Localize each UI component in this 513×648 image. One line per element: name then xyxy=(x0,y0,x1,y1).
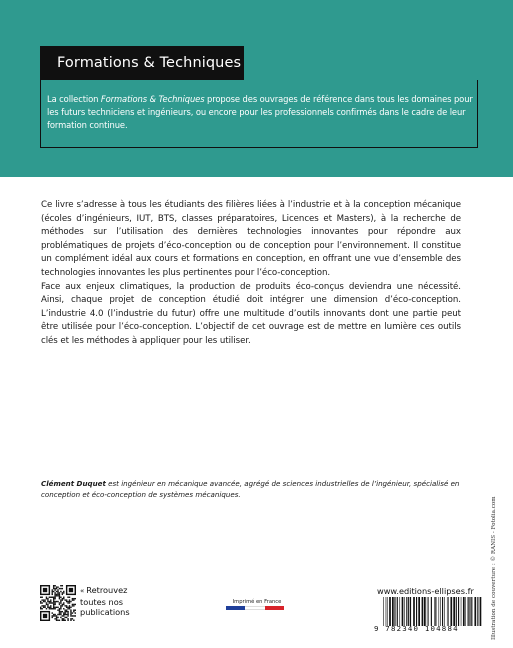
retrouvez-line-2: toutes nos xyxy=(80,596,123,607)
qr-code-icon[interactable] xyxy=(40,585,76,621)
series-intro-rest: propose des ouvrages de référence dans tous les domaines pour les futurs techniciens et ingénieurs, ou encore pour les professionnels confirmés dans le cadre de leur formation continue. xyxy=(47,94,473,131)
author-bio xyxy=(41,478,481,500)
retrouvez-line-1: Retrouvez xyxy=(86,585,128,595)
author-description: est ingénieur en mécanique avancée, agrégé de sciences industrielles de l’ingénieur, spécialisé en conception et éco-conception de systèmes mécaniques. xyxy=(41,479,460,499)
series-intro-name: Formations & Techniques xyxy=(100,94,205,104)
publisher-website[interactable]: www.editions-ellipses.fr xyxy=(377,586,474,596)
retrouvez-line-3: publications xyxy=(80,607,130,618)
summary-paragraph-2: Face aux enjeux climatiques, la production de produits éco-conçus deviendra une nécessité. Ainsi, chaque projet de conception étudié doit intégrer une dimension d’éco-conception. L’industrie 4.0 (l’industrie du futur) offre une multitude d’outils innovants dont une partie peut être utilisée pour l’éco-conception. L’objectif de cet ouvrage est de mettre en lumière ces outils clés et les méthodes à appliquer pour les utiliser. xyxy=(41,281,461,346)
author-name: Clément Duquet xyxy=(41,479,106,488)
back-cover-summary xyxy=(41,199,461,349)
series-title: Formations & Techniques xyxy=(40,46,244,80)
series-intro-prefix: La collection xyxy=(47,94,101,104)
double-chevron-icon: « xyxy=(80,587,85,595)
summary-paragraph-1: Ce livre s’adresse à tous les étudiants des filières liées à l’industrie et à la conception mécanique (écoles d’ingénieurs, IUT, BTS, classes préparatoires, Licences et Masters), à la recherche de méthodes sur l’utilisation des dernières technologies innovantes pour répondre aux problématiques de projets d’éco-conception ou de conception pour l’environnement. Il constitue un complément idéal aux cours et formations en conception, en offrant une vue d’ensemble des technologies innovantes les plus pertinentes pour l’éco-conception. xyxy=(41,200,461,278)
barcode-icon xyxy=(382,597,482,626)
publications-link[interactable] xyxy=(80,585,150,618)
isbn-number: 9 782340 104884 xyxy=(374,624,459,633)
printed-label: Imprimé en France xyxy=(232,599,282,605)
french-flag-icon xyxy=(226,606,284,610)
cover-credit: Illustration de couverture : © RANIS - Fotolia.com xyxy=(491,496,497,640)
series-description xyxy=(47,93,475,133)
